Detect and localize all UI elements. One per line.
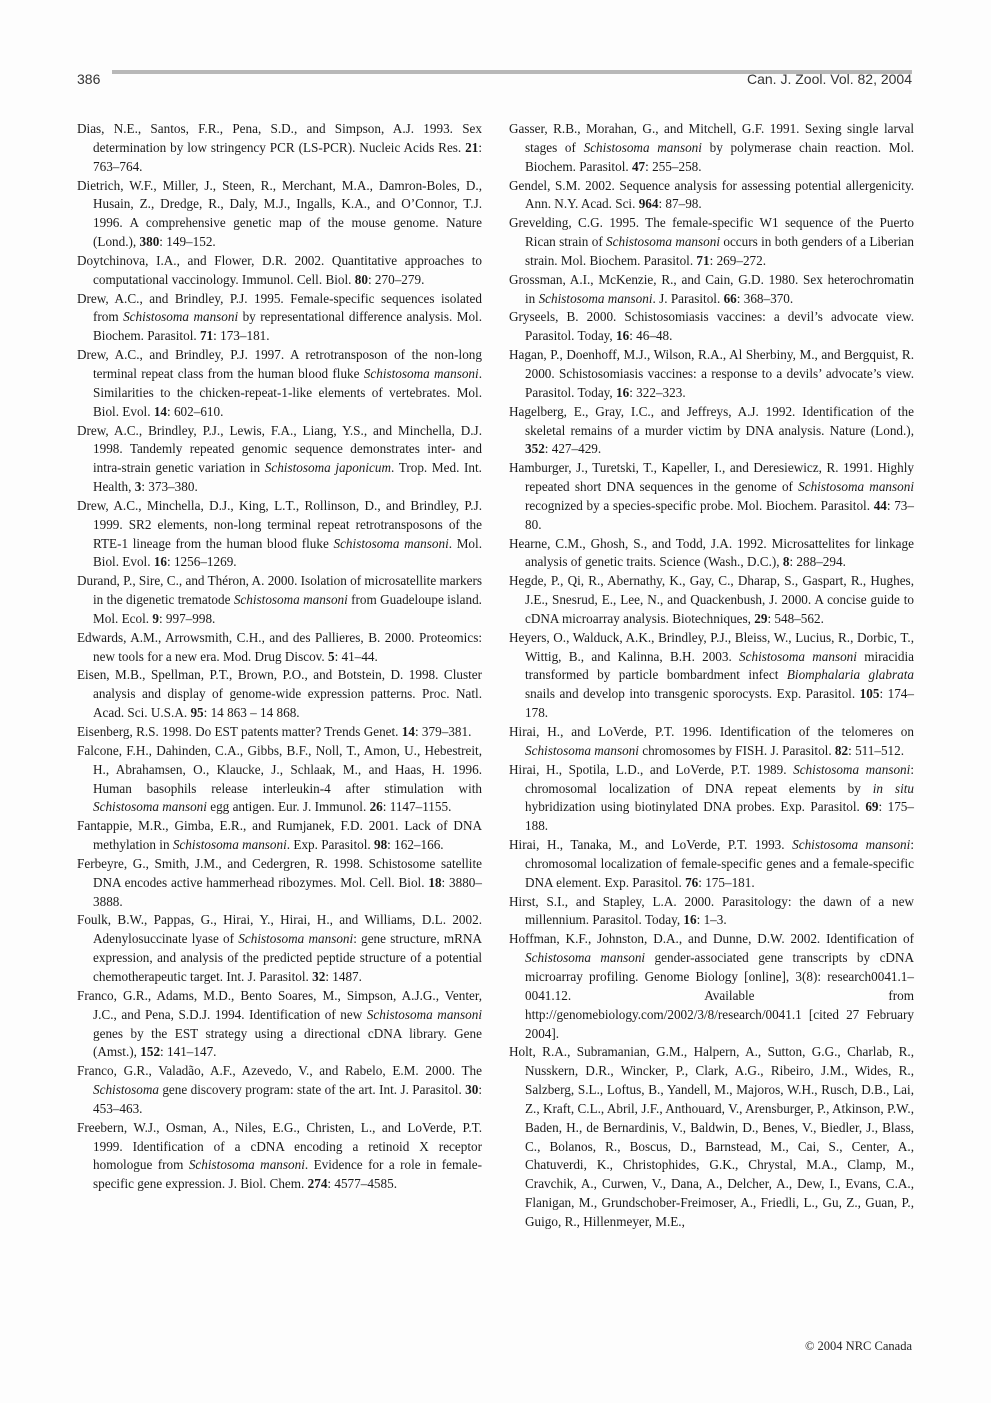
reference-entry: Dietrich, W.F., Miller, J., Steen, R., Merchant, M.A., Damron-Boles, D., Husain, Z., Dredge, R., Daly, M.J., Ingalls, K.A., and O’Connor, T.J. 1996. A comprehensive genetic map of the mouse genome. Nature (Lond.), 380: 149–152. [77, 177, 482, 250]
reference-entry: Fantappie, M.R., Gimba, E.R., and Rumjanek, F.D. 2001. Lack of DNA methylation in Schistosoma mansoni. Exp. Parasitol. 98: 162–166. [77, 818, 482, 853]
reference-entry: Durand, P., Sire, C., and Théron, A. 2000. Isolation of microsatellite markers in the digenetic trematode Schistosoma mansoni from Guadeloupe island. Mol. Ecol. 9: 997–998. [77, 573, 482, 626]
reference-entry: Heyers, O., Walduck, A.K., Brindley, P.J., Bleiss, W., Lucius, R., Dorbic, T., Wittig, B., and Kalinna, B.H. 2003. Schistosoma mansoni miracidia transformed by particle bombardment infect Biomphalaria glabrata snails and develop into transgenic sporocysts. Exp. Parasitol. 105: 174–178. [509, 629, 914, 721]
reference-entry: Gasser, R.B., Morahan, G., and Mitchell, G.F. 1991. Sexing single larval stages of Schistosoma mansoni by polymerase chain reaction. Mol. Biochem. Parasitol. 47: 255–258. [509, 121, 914, 174]
copyright-footer: © 2004 NRC Canada [804, 1339, 912, 1353]
reference-entry: Eisen, M.B., Spellman, P.T., Brown, P.O., and Botstein, D. 1998. Cluster analysis and display of genome-wide expression patterns. Proc. Natl. Acad. Sci. U.S.A. 95: 14 863 – 14 868. [77, 667, 482, 721]
reference-entry: Franco, G.R., Adams, M.D., Bento Soares, M., Simpson, A.J.G., Venter, J.C., and Pena, S.D.J. 1994. Identification of new Schistosoma mansoni genes by the EST strategy using a directional cDNA library. Gene (Amst.), 152: 141–147. [77, 987, 482, 1060]
reference-entry: Edwards, A.M., Arrowsmith, C.H., and des Pallieres, B. 2000. Proteomics: new tools for a new era. Mod. Drug Discov. 5: 41–44. [77, 629, 482, 664]
reference-entry: Drew, A.C., and Brindley, P.J. 1997. A retrotransposon of the non-long terminal repeat class from the human blood fluke Schistosoma mansoni. Similarities to the chicken-repeat-1-like elements of vertebrates. Mol. Biol. Evol. 14: 602–610. [77, 347, 482, 419]
reference-entry: Drew, A.C., Minchella, D.J., King, L.T., Rollinson, D., and Brindley, P.J. 1999. SR2 elements, non-long terminal repeat retrotransposons of the RTE-1 lineage from the human blood fluke Schistosoma mansoni. Mol. Biol. Evol. 16: 1256–1269. [77, 497, 482, 570]
reference-entry: Dias, N.E., Santos, F.R., Pena, S.D., and Simpson, A.J. 1993. Sex determination by low stringency PCR (LS-PCR). Nucleic Acids Res. 21: 763–764. [77, 121, 482, 174]
reference-entry: Franco, G.R., Valadão, A.F., Azevedo, V., and Rabelo, E.M. 2000. The Schistosoma gene discovery program: state of the art. Int. J. Parasitol. 30: 453–463. [77, 1063, 482, 1116]
reference-entry: Hoffman, K.F., Johnston, D.A., and Dunne, D.W. 2002. Identification of Schistosoma mansoni gender-associated gene transcripts by cDNA microarray profiling. Genome Biology [online], 3(8): research0041.1–0041.12. Available from http://genomebiology.com/2002/3/8/research/0041.1 [cited 27 February 2004]. [509, 931, 914, 1041]
reference-entry: Hirai, H., and LoVerde, P.T. 1996. Identification of the telomeres on Schistosoma mansoni chromosomes by FISH. J. Parasitol. 82: 511–512. [509, 724, 914, 758]
reference-entry: Holt, R.A., Subramanian, G.M., Halpern, A., Sutton, G.G., Charlab, R., Nusskern, D.R., Wincker, P., Clark, A.G., Ribeiro, J.M., Wides, R., Salzberg, S.L., Loftus, B., Yandell, M., Majoros, W.H., Rusch, D.B., Lai, Z., Kraft, C.L., Abril, J.F., Anthouard, V., Arensburger, P., Atkinson, P.W., Baden, H., de Bernardinis, V., Baldwin, D., Benes, V., Biedler, J., Blass, C., Bolanos, R., Boscus, D., Barnstead, M., Cai, S., Center, A., Chatuverdi, K., Christophides, G.K., Chrystal, M.A., Clamp, M., Cravchik, A., Curwen, V., Dana, A., Delcher, A., Dew, I., Evans, C.A., Flanigan, M., Grundschober-Freimoser, A., Friedli, L., Gu, Z., Guan, P., Guigo, R., Hillenmeyer, M.E., [509, 1044, 914, 1229]
reference-entry: Hegde, P., Qi, R., Abernathy, K., Gay, C., Dharap, S., Gaspart, R., Hughes, J.E., Snesrud, E., Lee, N., and Quackenbush, J. 2000. A concise guide to cDNA microarray analysis. Biotechniques, 29: 548–562. [509, 573, 914, 626]
running-head: Can. J. Zool. Vol. 82, 2004 [747, 71, 912, 87]
page-number: 386 [77, 71, 101, 87]
reference-entry: Ferbeyre, G., Smith, J.M., and Cedergren, R. 1998. Schistosome satellite DNA encodes active hammerhead ribozymes. Mol. Cell. Biol. 18: 3880–3888. [77, 855, 482, 909]
reference-entry: Grossman, A.I., McKenzie, R., and Cain, G.D. 1980. Sex heterochromatin in Schistosoma mansoni. J. Parasitol. 66: 368–370. [509, 271, 914, 306]
reference-entry: Grevelding, C.G. 1995. The female-specific W1 sequence of the Puerto Rican strain of Schistosoma mansoni occurs in both genders of a Liberian strain. Mol. Biochem. Parasitol. 71: 269–272. [509, 215, 914, 268]
reference-entry: Hamburger, J., Turetski, T., Kapeller, I., and Deresiewicz, R. 1991. Highly repeated short DNA sequences in the genome of Schistosoma mansoni recognized by a species-specific probe. Mol. Biochem. Parasitol. 44: 73–80. [509, 460, 914, 532]
reference-entry: Doytchinova, I.A., and Flower, D.R. 2002. Quantitative approaches to computational vaccinology. Immunol. Cell. Biol. 80: 270–279. [77, 252, 482, 287]
reference-entry: Falcone, F.H., Dahinden, C.A., Gibbs, B.F., Noll, T., Amon, U., Hebestreit, H., Abrahamsen, O., Klaucke, J., Schlaak, M., and Haas, H. 1996. Human basophils release interleukin-4 after stimulation with Schistosoma mansoni egg antigen. Eur. J. Immunol. 26: 1147–1155. [77, 742, 482, 815]
reference-entry: Freebern, W.J., Osman, A., Niles, E.G., Christen, L., and LoVerde, P.T. 1999. Identification of a cDNA encoding a retinoid X receptor homologue from Schistosoma mansoni. Evidence for a role in female-specific gene expression. J. Biol. Chem. 274: 4577–4585. [77, 1119, 482, 1192]
reference-entry: Hirai, H., Tanaka, M., and LoVerde, P.T. 1993. Schistosoma mansoni: chromosomal localization of female-specific genes and a female-specific DNA element. Exp. Parasitol. 76: 175–181. [509, 837, 914, 890]
reference-entry: Eisenberg, R.S. 1998. Do EST patents matter? Trends Genet. 14: 379–381. [77, 724, 472, 739]
reference-entry: Drew, A.C., Brindley, P.J., Lewis, F.A., Liang, Y.S., and Minchella, D.J. 1998. Tandemly repeated genomic sequence demonstrates inter- and intra-strain genetic variation in Schistosoma japonicum. Trop. Med. Int. Health, 3: 373–380. [77, 422, 482, 495]
reference-entry: Foulk, B.W., Pappas, G., Hirai, Y., Hirai, H., and Williams, D.L. 2002. Adenylosuccinate lyase of Schistosoma mansoni: gene structure, mRNA expression, and analysis of the predicted peptide structure of a potential chemotherapeutic target. Int. J. Parasitol. 32: 1487. [77, 912, 483, 984]
reference-entry: Hirst, S.I., and Stapley, L.A. 2000. Parasitology: the dawn of a new millennium. Parasitol. Today, 16: 1–3. [509, 893, 914, 928]
reference-entry: Gryseels, B. 2000. Schistosomiasis vaccines: a devil’s advocate view. Parasitol. Today, 16: 46–48. [509, 309, 914, 344]
reference-entry: Hirai, H., Spotila, L.D., and LoVerde, P.T. 1989. Schistosoma mansoni: chromosomal localization of DNA repeat elements by in situ hybridization using biotinylated DNA probes. Exp. Parasitol. 69: 175–188. [509, 761, 914, 834]
reference-entry: Drew, A.C., and Brindley, P.J. 1995. Female-specific sequences isolated from Schistosoma mansoni by representational difference analysis. Mol. Biochem. Parasitol. 71: 173–181. [77, 290, 482, 344]
reference-entry: Hearne, C.M., Ghosh, S., and Todd, J.A. 1992. Microsattelites for linkage analysis of genetic traits. Science (Wash., D.C.), 8: 288–294. [509, 535, 914, 570]
reference-entry: Hagelberg, E., Gray, I.C., and Jeffreys, A.J. 1992. Identification of the skeletal remains of a murder victim by DNA analysis. Nature (Lond.), 352: 427–429. [509, 403, 914, 457]
references-left-column [77, 120, 482, 1194]
reference-entry: Hagan, P., Doenhoff, M.J., Wilson, R.A., Al Sherbiny, M., and Bergquist, R. 2000. Schistosomiasis vaccines: a response to a devils’ advocate’s view. Parasitol. Today, 16: 322–323. [509, 347, 914, 400]
references-right-column [509, 120, 914, 1232]
reference-entry: Gendel, S.M. 2002. Sequence analysis for assessing potential allergenicity. Ann. N.Y. Acad. Sci. 964: 87–98. [509, 177, 914, 212]
